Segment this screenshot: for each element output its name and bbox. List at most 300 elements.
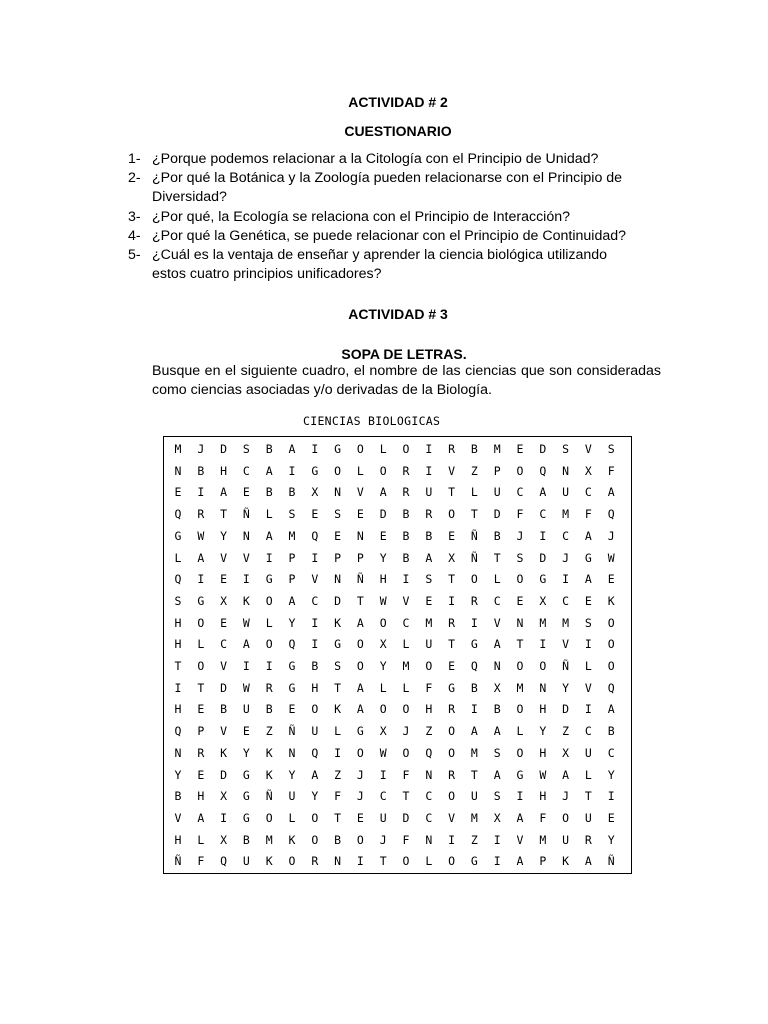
- grid-letter: I: [448, 593, 456, 608]
- grid-letter: J: [197, 442, 205, 456]
- grid-letter: U: [379, 810, 387, 825]
- grid-letter: M: [493, 442, 501, 456]
- grid-letter: R: [402, 485, 410, 500]
- grid-letter: G: [265, 572, 273, 587]
- grid-letter: E: [584, 593, 592, 608]
- grid-letter: I: [539, 637, 547, 652]
- grid-letter: R: [448, 702, 456, 717]
- grid-letter: X: [584, 463, 592, 478]
- grid-letter: O: [356, 637, 364, 652]
- question-text-line: ¿Por qué la Genética, se puede relacionar con el Principio de Continuidad?: [152, 227, 626, 244]
- grid-letter: A: [493, 724, 501, 739]
- grid-row: [164, 569, 631, 591]
- grid-letter: B: [334, 832, 342, 847]
- grid-letter: I: [242, 572, 250, 587]
- grid-letter: O: [311, 702, 319, 717]
- grid-letter: D: [334, 593, 342, 608]
- grid-letter: Q: [607, 507, 615, 522]
- grid-letter: X: [220, 789, 228, 804]
- word-search-heading: SOPA DE LETRAS.: [341, 346, 467, 362]
- grid-letter: O: [197, 615, 205, 630]
- grid-letter: H: [197, 789, 205, 804]
- grid-letter: A: [220, 485, 228, 500]
- grid-letter: M: [470, 745, 478, 760]
- grid-letter: F: [516, 507, 524, 522]
- grid-letter: T: [334, 680, 342, 695]
- grid-letter: T: [470, 507, 478, 522]
- grid-letter: E: [242, 724, 250, 739]
- grid-letter: M: [174, 442, 182, 456]
- grid-letter: J: [379, 832, 387, 847]
- grid-letter: O: [516, 463, 524, 478]
- grid-letter: I: [311, 442, 319, 456]
- grid-letter: G: [516, 767, 524, 782]
- grid-letter: E: [288, 702, 296, 717]
- grid-letter: E: [334, 528, 342, 543]
- grid-letter: V: [311, 572, 319, 587]
- grid-letter: Y: [562, 680, 570, 695]
- grid-letter: A: [493, 637, 501, 652]
- grid-letter: H: [174, 702, 182, 717]
- grid-letter: O: [402, 745, 410, 760]
- grid-letter: G: [288, 659, 296, 673]
- grid-letter: Y: [539, 724, 547, 739]
- grid-letter: T: [448, 637, 456, 652]
- grid-letter: F: [402, 832, 410, 847]
- grid-letter: K: [288, 832, 296, 847]
- grid-letter: A: [379, 485, 387, 500]
- grid-letter: I: [197, 572, 205, 587]
- grid-letter: N: [242, 528, 250, 543]
- grid-letter: Q: [470, 659, 478, 673]
- grid-letter: B: [402, 507, 410, 522]
- grid-letter: H: [539, 745, 547, 760]
- grid-letter: M: [562, 507, 570, 522]
- grid-row: [164, 504, 631, 526]
- grid-letter: S: [334, 507, 342, 522]
- grid-letter: B: [265, 485, 273, 500]
- grid-letter: A: [539, 485, 547, 500]
- grid-letter: E: [607, 572, 615, 587]
- grid-letter: F: [425, 680, 433, 695]
- activity-2-title: ACTIVIDAD # 2: [348, 94, 448, 110]
- grid-letter: R: [425, 507, 433, 522]
- question-list: [128, 150, 668, 284]
- grid-letter: Y: [174, 767, 182, 782]
- grid-row: [164, 765, 631, 787]
- grid-letter: B: [197, 463, 205, 478]
- grid-letter: K: [242, 593, 250, 608]
- grid-letter: J: [562, 789, 570, 804]
- grid-letter: C: [311, 593, 319, 608]
- grid-letter: I: [242, 659, 250, 673]
- question-item: [128, 246, 668, 284]
- grid-letter: V: [584, 442, 592, 456]
- grid-letter: A: [311, 767, 319, 782]
- grid-letter: M: [562, 615, 570, 630]
- grid-letter: G: [242, 789, 250, 804]
- activity-3-title: ACTIVIDAD # 3: [348, 306, 448, 322]
- grid-letter: P: [356, 550, 364, 565]
- grid-letter: O: [356, 659, 364, 673]
- grid-letter: F: [197, 854, 205, 869]
- grid-letter: N: [425, 767, 433, 782]
- grid-letter: H: [174, 832, 182, 847]
- grid-letter: R: [197, 745, 205, 760]
- grid-letter: H: [379, 572, 387, 587]
- grid-letter: E: [311, 507, 319, 522]
- grid-letter: R: [402, 463, 410, 478]
- grid-letter: C: [425, 789, 433, 804]
- grid-row: [164, 808, 631, 830]
- grid-letter: V: [448, 810, 456, 825]
- grid-letter: O: [448, 724, 456, 739]
- grid-letter: C: [562, 528, 570, 543]
- grid-letter: I: [425, 463, 433, 478]
- grid-letter: K: [607, 593, 615, 608]
- grid-letter: V: [174, 810, 182, 825]
- grid-letter: H: [539, 789, 547, 804]
- grid-letter: W: [242, 615, 250, 630]
- question-item: [128, 169, 668, 207]
- question-item: [128, 208, 668, 227]
- grid-letter: G: [242, 767, 250, 782]
- grid-letter: T: [356, 593, 364, 608]
- grid-row: [164, 786, 631, 808]
- grid-letter: F: [402, 767, 410, 782]
- grid-letter: L: [265, 507, 273, 522]
- grid-letter: Ñ: [265, 789, 273, 804]
- grid-letter: W: [197, 528, 205, 543]
- grid-letter: B: [311, 659, 319, 673]
- grid-letter: G: [311, 463, 319, 478]
- grid-letter: P: [288, 572, 296, 587]
- grid-row: [164, 678, 631, 700]
- grid-letter: L: [174, 550, 182, 565]
- grid-letter: S: [288, 507, 296, 522]
- grid-letter: I: [356, 854, 364, 869]
- grid-letter: H: [425, 702, 433, 717]
- questionnaire-title: CUESTIONARIO: [344, 123, 452, 139]
- grid-letter: A: [288, 442, 296, 456]
- grid-row: [164, 656, 631, 678]
- grid-letter: G: [470, 854, 478, 869]
- grid-letter: U: [311, 724, 319, 739]
- grid-letter: W: [539, 767, 547, 782]
- grid-letter: D: [220, 767, 228, 782]
- grid-letter: J: [356, 767, 364, 782]
- grid-letter: O: [379, 463, 387, 478]
- grid-letter: U: [584, 810, 592, 825]
- grid-letter: V: [220, 659, 228, 673]
- grid-letter: R: [584, 832, 592, 847]
- grid-letter: B: [493, 702, 501, 717]
- grid-letter: D: [539, 442, 547, 456]
- grid-letter: L: [402, 637, 410, 652]
- grid-letter: E: [197, 767, 205, 782]
- grid-letter: C: [425, 810, 433, 825]
- grid-letter: O: [516, 702, 524, 717]
- grid-letter: L: [265, 615, 273, 630]
- grid-letter: B: [174, 789, 182, 804]
- grid-letter: O: [311, 832, 319, 847]
- grid-letter: B: [402, 550, 410, 565]
- grid-letter: P: [539, 854, 547, 869]
- grid-letter: A: [584, 528, 592, 543]
- grid-letter: Q: [174, 572, 182, 587]
- grid-letter: Y: [311, 789, 319, 804]
- grid-letter: A: [562, 767, 570, 782]
- grid-letter: E: [174, 485, 182, 500]
- grid-letter: O: [288, 854, 296, 869]
- grid-letter: Ñ: [242, 507, 250, 522]
- grid-letter: V: [220, 724, 228, 739]
- grid-letter: A: [356, 615, 364, 630]
- grid-letter: Y: [288, 767, 296, 782]
- grid-row: [164, 830, 631, 852]
- word-search-title: CIENCIAS BIOLOGICAS: [303, 414, 441, 428]
- grid-letter: L: [493, 572, 501, 587]
- grid-letter: M: [288, 528, 296, 543]
- grid-letter: H: [311, 680, 319, 695]
- grid-letter: E: [448, 659, 456, 673]
- grid-letter: A: [265, 528, 273, 543]
- grid-letter: G: [174, 528, 182, 543]
- grid-letter: C: [539, 507, 547, 522]
- grid-letter: K: [334, 615, 342, 630]
- grid-letter: O: [448, 745, 456, 760]
- grid-letter: R: [197, 507, 205, 522]
- grid-letter: N: [493, 659, 501, 673]
- grid-letter: D: [493, 507, 501, 522]
- grid-letter: I: [311, 637, 319, 652]
- grid-letter: X: [311, 485, 319, 500]
- grid-letter: J: [607, 528, 615, 543]
- grid-letter: Q: [174, 724, 182, 739]
- grid-letter: J: [356, 789, 364, 804]
- grid-letter: K: [265, 745, 273, 760]
- grid-letter: C: [607, 745, 615, 760]
- grid-letter: I: [562, 572, 570, 587]
- grid-letter: A: [425, 550, 433, 565]
- grid-row: [164, 721, 631, 743]
- grid-letter: O: [607, 615, 615, 630]
- grid-letter: E: [242, 485, 250, 500]
- grid-letter: L: [402, 680, 410, 695]
- grid-letter: U: [242, 702, 250, 717]
- grid-letter: A: [516, 810, 524, 825]
- grid-letter: G: [197, 593, 205, 608]
- grid-letter: D: [220, 680, 228, 695]
- grid-letter: U: [242, 854, 250, 869]
- grid-letter: U: [470, 789, 478, 804]
- grid-row: [164, 634, 631, 656]
- grid-letter: I: [265, 550, 273, 565]
- grid-letter: E: [356, 507, 364, 522]
- grid-letter: X: [379, 724, 387, 739]
- grid-letter: L: [197, 832, 205, 847]
- grid-letter: F: [334, 789, 342, 804]
- grid-letter: O: [265, 810, 273, 825]
- grid-letter: B: [265, 442, 273, 456]
- grid-row: [164, 613, 631, 635]
- grid-letter: H: [174, 637, 182, 652]
- grid-row: [164, 591, 631, 613]
- grid-letter: I: [470, 702, 478, 717]
- grid-letter: W: [242, 680, 250, 695]
- grid-letter: S: [334, 659, 342, 673]
- grid-letter: Z: [470, 463, 478, 478]
- grid-letter: I: [197, 485, 205, 500]
- grid-letter: T: [448, 572, 456, 587]
- grid-letter: Q: [311, 745, 319, 760]
- grid-letter: M: [425, 615, 433, 630]
- grid-letter: L: [356, 463, 364, 478]
- grid-row: [164, 526, 631, 548]
- grid-letter: C: [242, 463, 250, 478]
- grid-letter: L: [288, 810, 296, 825]
- grid-row: [164, 461, 631, 483]
- grid-letter: T: [174, 659, 182, 673]
- grid-letter: S: [516, 550, 524, 565]
- grid-letter: O: [448, 789, 456, 804]
- grid-letter: O: [197, 659, 205, 673]
- grid-letter: V: [493, 615, 501, 630]
- grid-letter: L: [470, 485, 478, 500]
- grid-letter: Z: [334, 767, 342, 782]
- grid-letter: V: [516, 832, 524, 847]
- grid-letter: Q: [311, 528, 319, 543]
- grid-letter: S: [584, 615, 592, 630]
- grid-letter: Ñ: [174, 854, 182, 869]
- grid-row: [164, 548, 631, 570]
- grid-letter: A: [607, 485, 615, 500]
- grid-letter: E: [425, 593, 433, 608]
- grid-letter: E: [448, 528, 456, 543]
- grid-row: [164, 743, 631, 765]
- grid-letter: C: [584, 485, 592, 500]
- grid-letter: Q: [607, 680, 615, 695]
- grid-letter: L: [379, 680, 387, 695]
- grid-letter: V: [220, 550, 228, 565]
- grid-letter: C: [562, 593, 570, 608]
- grid-letter: E: [197, 702, 205, 717]
- grid-letter: Y: [379, 659, 387, 673]
- grid-letter: R: [470, 593, 478, 608]
- grid-letter: N: [334, 854, 342, 869]
- grid-letter: M: [539, 832, 547, 847]
- grid-letter: E: [220, 615, 228, 630]
- grid-letter: Q: [425, 745, 433, 760]
- grid-letter: T: [402, 789, 410, 804]
- grid-letter: B: [288, 485, 296, 500]
- grid-letter: B: [402, 528, 410, 543]
- grid-letter: G: [334, 442, 342, 456]
- question-number: 5-: [128, 247, 141, 264]
- grid-letter: O: [562, 810, 570, 825]
- grid-row: [164, 851, 631, 873]
- question-number: 1-: [128, 151, 141, 167]
- grid-letter: E: [379, 528, 387, 543]
- grid-letter: V: [242, 550, 250, 565]
- grid-letter: L: [379, 442, 387, 456]
- grid-letter: R: [448, 767, 456, 782]
- grid-letter: D: [539, 550, 547, 565]
- question-item: [128, 227, 668, 246]
- grid-letter: N: [334, 572, 342, 587]
- grid-letter: C: [220, 637, 228, 652]
- grid-letter: S: [607, 442, 615, 456]
- grid-letter: J: [516, 528, 524, 543]
- grid-letter: O: [516, 745, 524, 760]
- grid-letter: N: [425, 832, 433, 847]
- grid-letter: A: [356, 680, 364, 695]
- grid-letter: Q: [174, 507, 182, 522]
- grid-letter: Ñ: [562, 659, 570, 673]
- grid-letter: D: [379, 507, 387, 522]
- grid-letter: N: [174, 745, 182, 760]
- grid-letter: X: [493, 680, 501, 695]
- grid-letter: A: [242, 637, 250, 652]
- grid-letter: N: [562, 463, 570, 478]
- grid-letter: P: [197, 724, 205, 739]
- grid-letter: O: [356, 745, 364, 760]
- grid-letter: I: [584, 702, 592, 717]
- grid-letter: E: [516, 593, 524, 608]
- grid-letter: L: [516, 724, 524, 739]
- grid-letter: C: [516, 485, 524, 500]
- grid-letter: I: [265, 659, 273, 673]
- grid-letter: I: [470, 615, 478, 630]
- grid-letter: U: [425, 485, 433, 500]
- grid-letter: K: [265, 854, 273, 869]
- grid-letter: G: [470, 637, 478, 652]
- grid-letter: F: [607, 463, 615, 478]
- grid-letter: W: [379, 593, 387, 608]
- grid-letter: C: [584, 724, 592, 739]
- grid-letter: K: [562, 854, 570, 869]
- grid-letter: T: [470, 767, 478, 782]
- grid-letter: N: [516, 615, 524, 630]
- grid-letter: Ñ: [470, 550, 478, 565]
- grid-letter: E: [356, 810, 364, 825]
- grid-letter: S: [562, 442, 570, 456]
- grid-letter: S: [174, 593, 182, 608]
- grid-letter: U: [584, 745, 592, 760]
- grid-letter: V: [562, 637, 570, 652]
- grid-letter: M: [470, 810, 478, 825]
- grid-letter: R: [265, 680, 273, 695]
- grid-letter: A: [265, 463, 273, 478]
- grid-letter: O: [402, 442, 410, 456]
- grid-letter: O: [334, 463, 342, 478]
- grid-letter: C: [493, 593, 501, 608]
- grid-letter: J: [562, 550, 570, 565]
- grid-letter: A: [584, 572, 592, 587]
- grid-letter: Ñ: [607, 854, 615, 869]
- grid-letter: N: [539, 680, 547, 695]
- grid-letter: A: [197, 550, 205, 565]
- grid-letter: O: [516, 572, 524, 587]
- grid-letter: X: [493, 810, 501, 825]
- grid-letter: B: [425, 528, 433, 543]
- grid-letter: W: [607, 550, 615, 565]
- grid-letter: M: [516, 680, 524, 695]
- grid-letter: F: [584, 507, 592, 522]
- grid-letter: M: [265, 832, 273, 847]
- grid-letter: N: [174, 463, 182, 478]
- grid-letter: T: [493, 550, 501, 565]
